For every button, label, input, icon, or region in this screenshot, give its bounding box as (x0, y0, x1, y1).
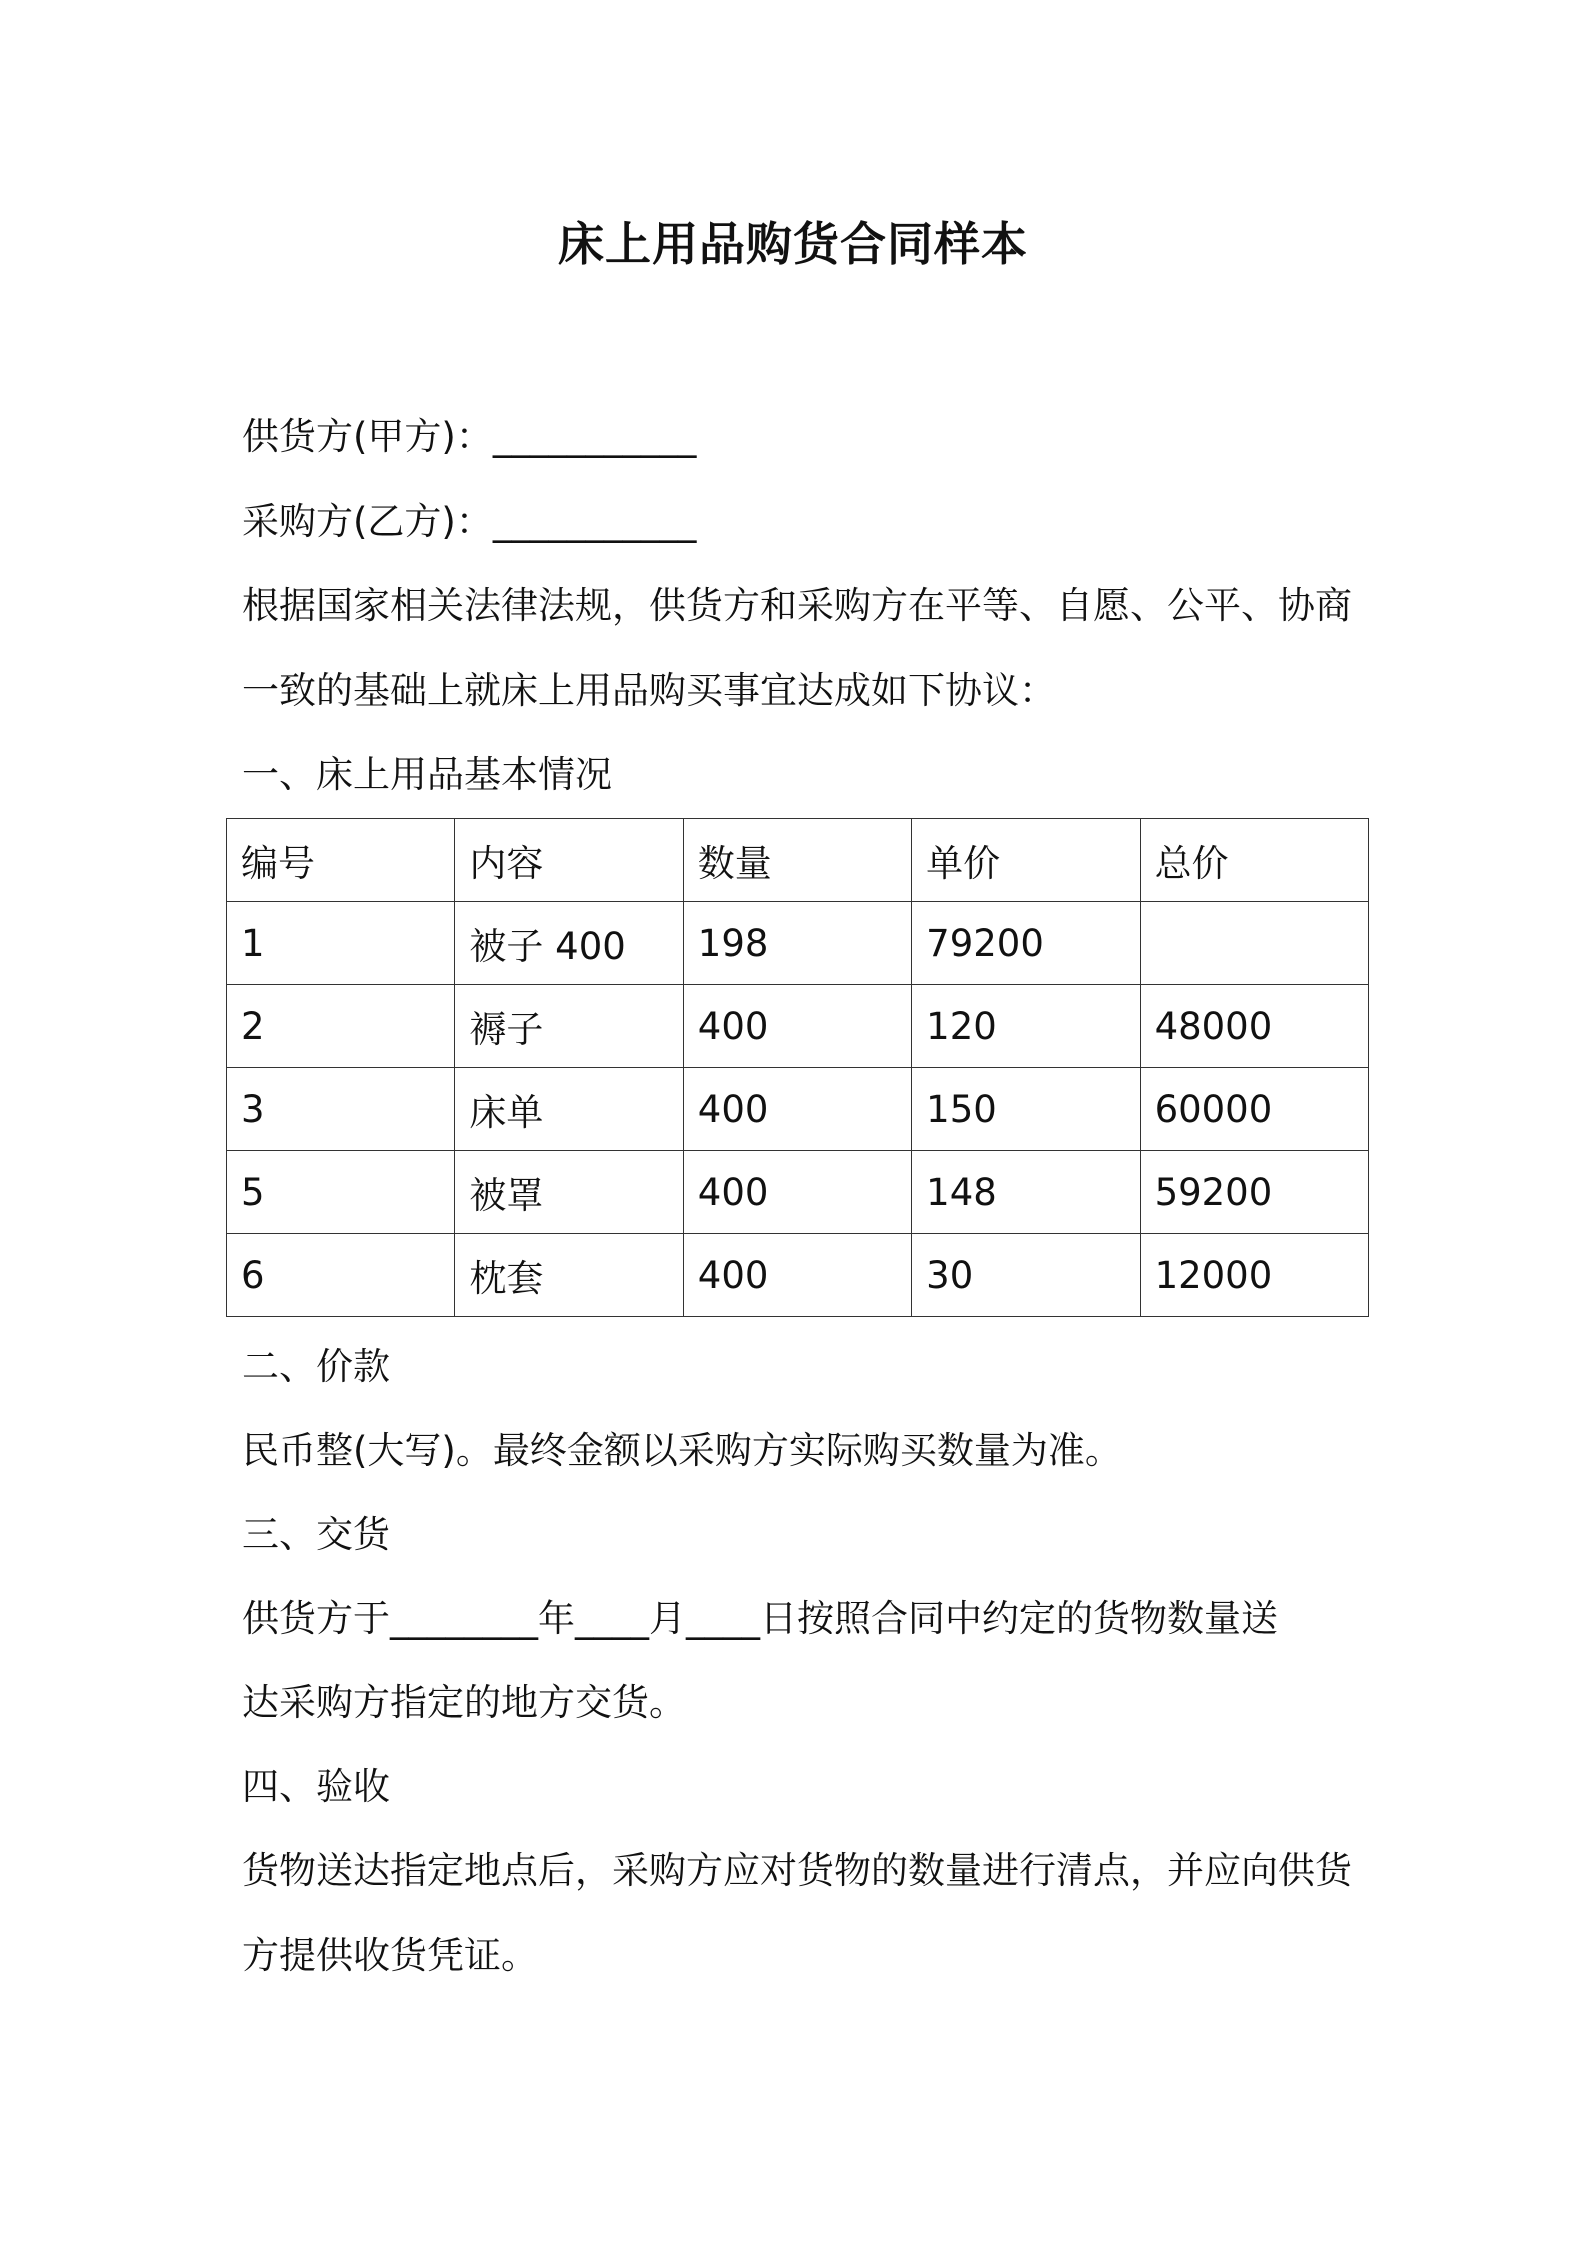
header-cell-total-price: 总价 (1140, 819, 1368, 902)
table-cell: 400 (683, 1234, 911, 1317)
table-cell: 被子 400 (455, 902, 683, 985)
table-cell: 120 (912, 985, 1140, 1068)
table-cell: 30 (912, 1234, 1140, 1317)
table-row (227, 902, 1369, 985)
table-row (227, 1234, 1369, 1317)
table-cell: 被罩 (455, 1151, 683, 1234)
table-cell: 400 (683, 1068, 911, 1151)
section-4-line-2: 方提供收货凭证。 (242, 1934, 538, 1977)
table-row (227, 1068, 1369, 1151)
table-cell: 12000 (1140, 1234, 1368, 1317)
table-cell: 198 (683, 902, 911, 985)
goods-table (226, 818, 1369, 1317)
table-cell: 150 (912, 1068, 1140, 1151)
table-header-row (227, 819, 1369, 902)
table-cell: 床单 (455, 1068, 683, 1151)
intro-paragraph-line-1: 根据国家相关法律法规，供货方和采购方在平等、自愿、公平、协商 (242, 584, 1352, 627)
table-cell: 400 (683, 985, 911, 1068)
section-2-text: 民币整(大写)。最终金额以采购方实际购买数量为准。 (242, 1429, 1122, 1472)
table-row (227, 1151, 1369, 1234)
section-4-line-1: 货物送达指定地点后，采购方应对货物的数量进行清点，并应向供货 (242, 1849, 1352, 1892)
table-cell: 3 (227, 1068, 455, 1151)
document-title: 床上用品购货合同样本 (558, 217, 1028, 271)
section-2-heading: 二、价款 (242, 1345, 390, 1388)
table-cell: 2 (227, 985, 455, 1068)
table-cell: 6 (227, 1234, 455, 1317)
header-cell-unit-price: 单价 (912, 819, 1140, 902)
table-cell: 60000 (1140, 1068, 1368, 1151)
section-3-heading: 三、交货 (242, 1513, 390, 1556)
supplier-party-line: 供货方(甲方)：___________ (242, 415, 697, 458)
buyer-party-line: 采购方(乙方)：___________ (242, 500, 697, 543)
table-row (227, 985, 1369, 1068)
table-cell: 59200 (1140, 1151, 1368, 1234)
table-cell: 79200 (912, 902, 1140, 985)
table-cell: 400 (683, 1151, 911, 1234)
header-cell-number: 编号 (227, 819, 455, 902)
header-cell-content: 内容 (455, 819, 683, 902)
table-cell: 148 (912, 1151, 1140, 1234)
section-4-heading: 四、验收 (242, 1765, 390, 1808)
table-cell: 枕套 (455, 1234, 683, 1317)
section-3-line-2: 达采购方指定的地方交货。 (242, 1681, 686, 1724)
table-cell: 5 (227, 1151, 455, 1234)
table-cell (1140, 902, 1368, 985)
header-cell-quantity: 数量 (683, 819, 911, 902)
section-1-heading: 一、床上用品基本情况 (242, 753, 612, 796)
intro-paragraph-line-2: 一致的基础上就床上用品购买事宜达成如下协议： (242, 669, 1056, 712)
table-cell: 48000 (1140, 985, 1368, 1068)
section-3-line-1: 供货方于________年____月____日按照合同中约定的货物数量送 (242, 1597, 1278, 1640)
table-cell: 1 (227, 902, 455, 985)
table-cell: 褥子 (455, 985, 683, 1068)
